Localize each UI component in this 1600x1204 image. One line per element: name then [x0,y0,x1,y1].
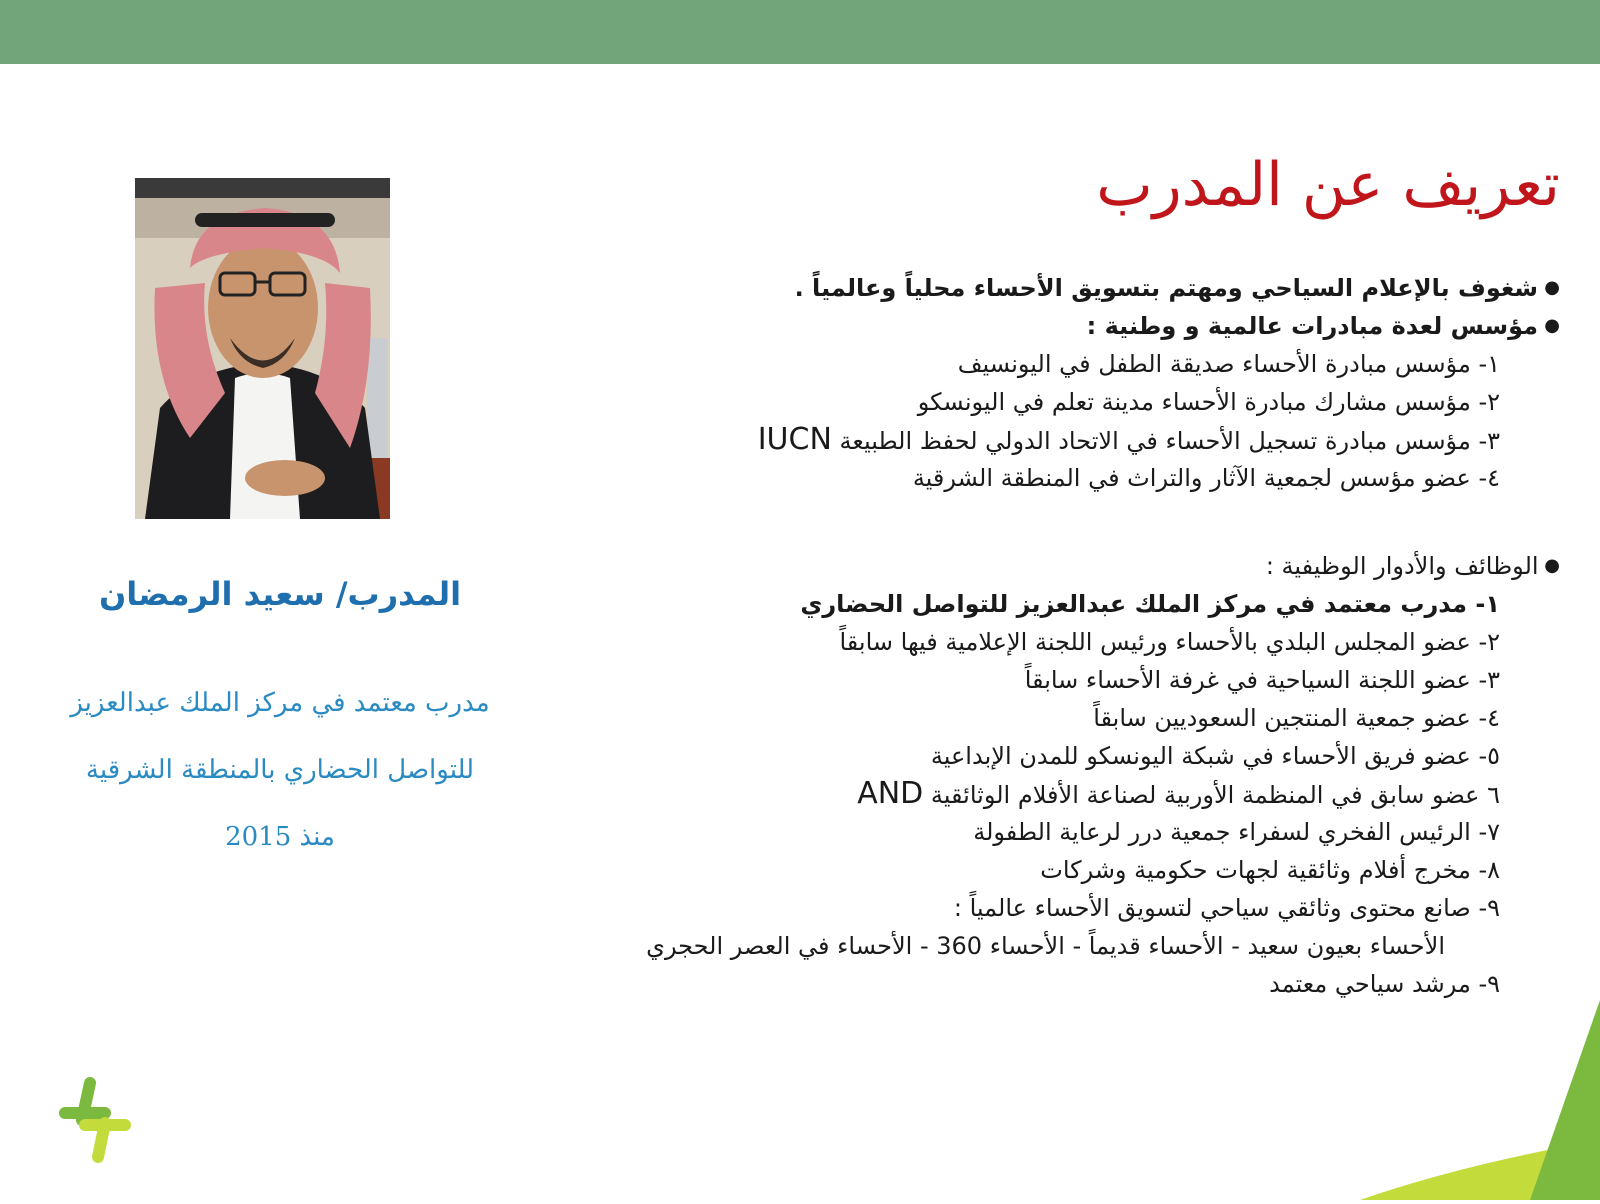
top-bar [0,0,1600,64]
trainer-desc-line: منذ 2015 [225,822,335,852]
initiative-item: ١- مؤسس مبادرة الأحساء صديقة الطفل في اليونسيف [957,350,1500,378]
initiative-item: ٤- عضو مؤسس لجمعية الآثار والتراث في المنطقة الشرقية [912,464,1500,492]
role-item: ٧- الرئيس الفخري لسفراء جمعية درر لرعاية الطفولة [973,818,1500,846]
role-item: ٤- عضو جمعية المنتجين السعوديين سابقاً [1093,704,1500,732]
content-series-list: الأحساء بعيون سعيد - الأحساء قديماً - الأحساء 360 - الأحساء في العصر الحجري [646,932,1445,960]
initiative-item [380,422,1560,460]
role-item: ٩- صانع محتوى وثائقي سياحي لتسويق الأحساء عالمياً : [953,894,1500,922]
and-label: AND [857,776,924,811]
bullet-initiatives: ● مؤسس لعدة مبادرات عالمية و وطنية : [380,308,1560,346]
plus-logo-icon [50,1075,135,1165]
trainer-bio [380,270,1560,1004]
role-item: ١- مدرب معتمد في مركز الملك عبدالعزيز للتواصل الحضاري [800,590,1500,618]
role-item: ٥- عضو فريق الأحساء في شبكة اليونسكو للمدن الإبداعية [930,742,1500,770]
role-item: ٣- عضو اللجنة السياحية في غرفة الأحساء سابقاً [1024,666,1500,694]
initiative-item: ٢- مؤسس مشارك مبادرة الأحساء مدينة تعلم في اليونسكو [917,388,1500,416]
trainer-name: المدرب/ سعيد الرمضان [98,575,462,613]
initiative-text: ٣- مؤسس مبادرة تسجيل الأحساء في الاتحاد الدولي لحفظ الطبيعة [839,427,1500,455]
trainer-desc-line: مدرب معتمد في مركز الملك عبدالعزيز [70,688,490,718]
trainer-photo [135,178,390,519]
bullet-passion: ● شغوف بالإعلام السياحي ومهتم بتسويق الأحساء محلياً وعالمياً . [380,270,1560,308]
iucn-label: IUCN [757,422,832,457]
trainer-desc-line: للتواصل الحضاري بالمنطقة الشرقية [85,755,475,785]
slide-title: تعريف عن المدرب [1096,150,1560,220]
roles-heading: ● الوظائف والأدوار الوظيفية : [380,548,1560,586]
role-item: ٢- عضو المجلس البلدي بالأحساء ورئيس اللجنة الإعلامية فيها سابقاً [839,628,1500,656]
trainer-description [20,670,540,871]
corner-decoration [1300,990,1600,1200]
role-item [380,776,1560,814]
role-text: ٦ عضو سابق في المنظمة الأوربية لصناعة الأفلام الوثائقية [930,781,1500,809]
role-item: ٨- مخرج أفلام وثائقية لجهات حكومية وشركات [1040,856,1500,884]
role-item: ٩- مرشد سياحي معتمد [1269,970,1500,998]
